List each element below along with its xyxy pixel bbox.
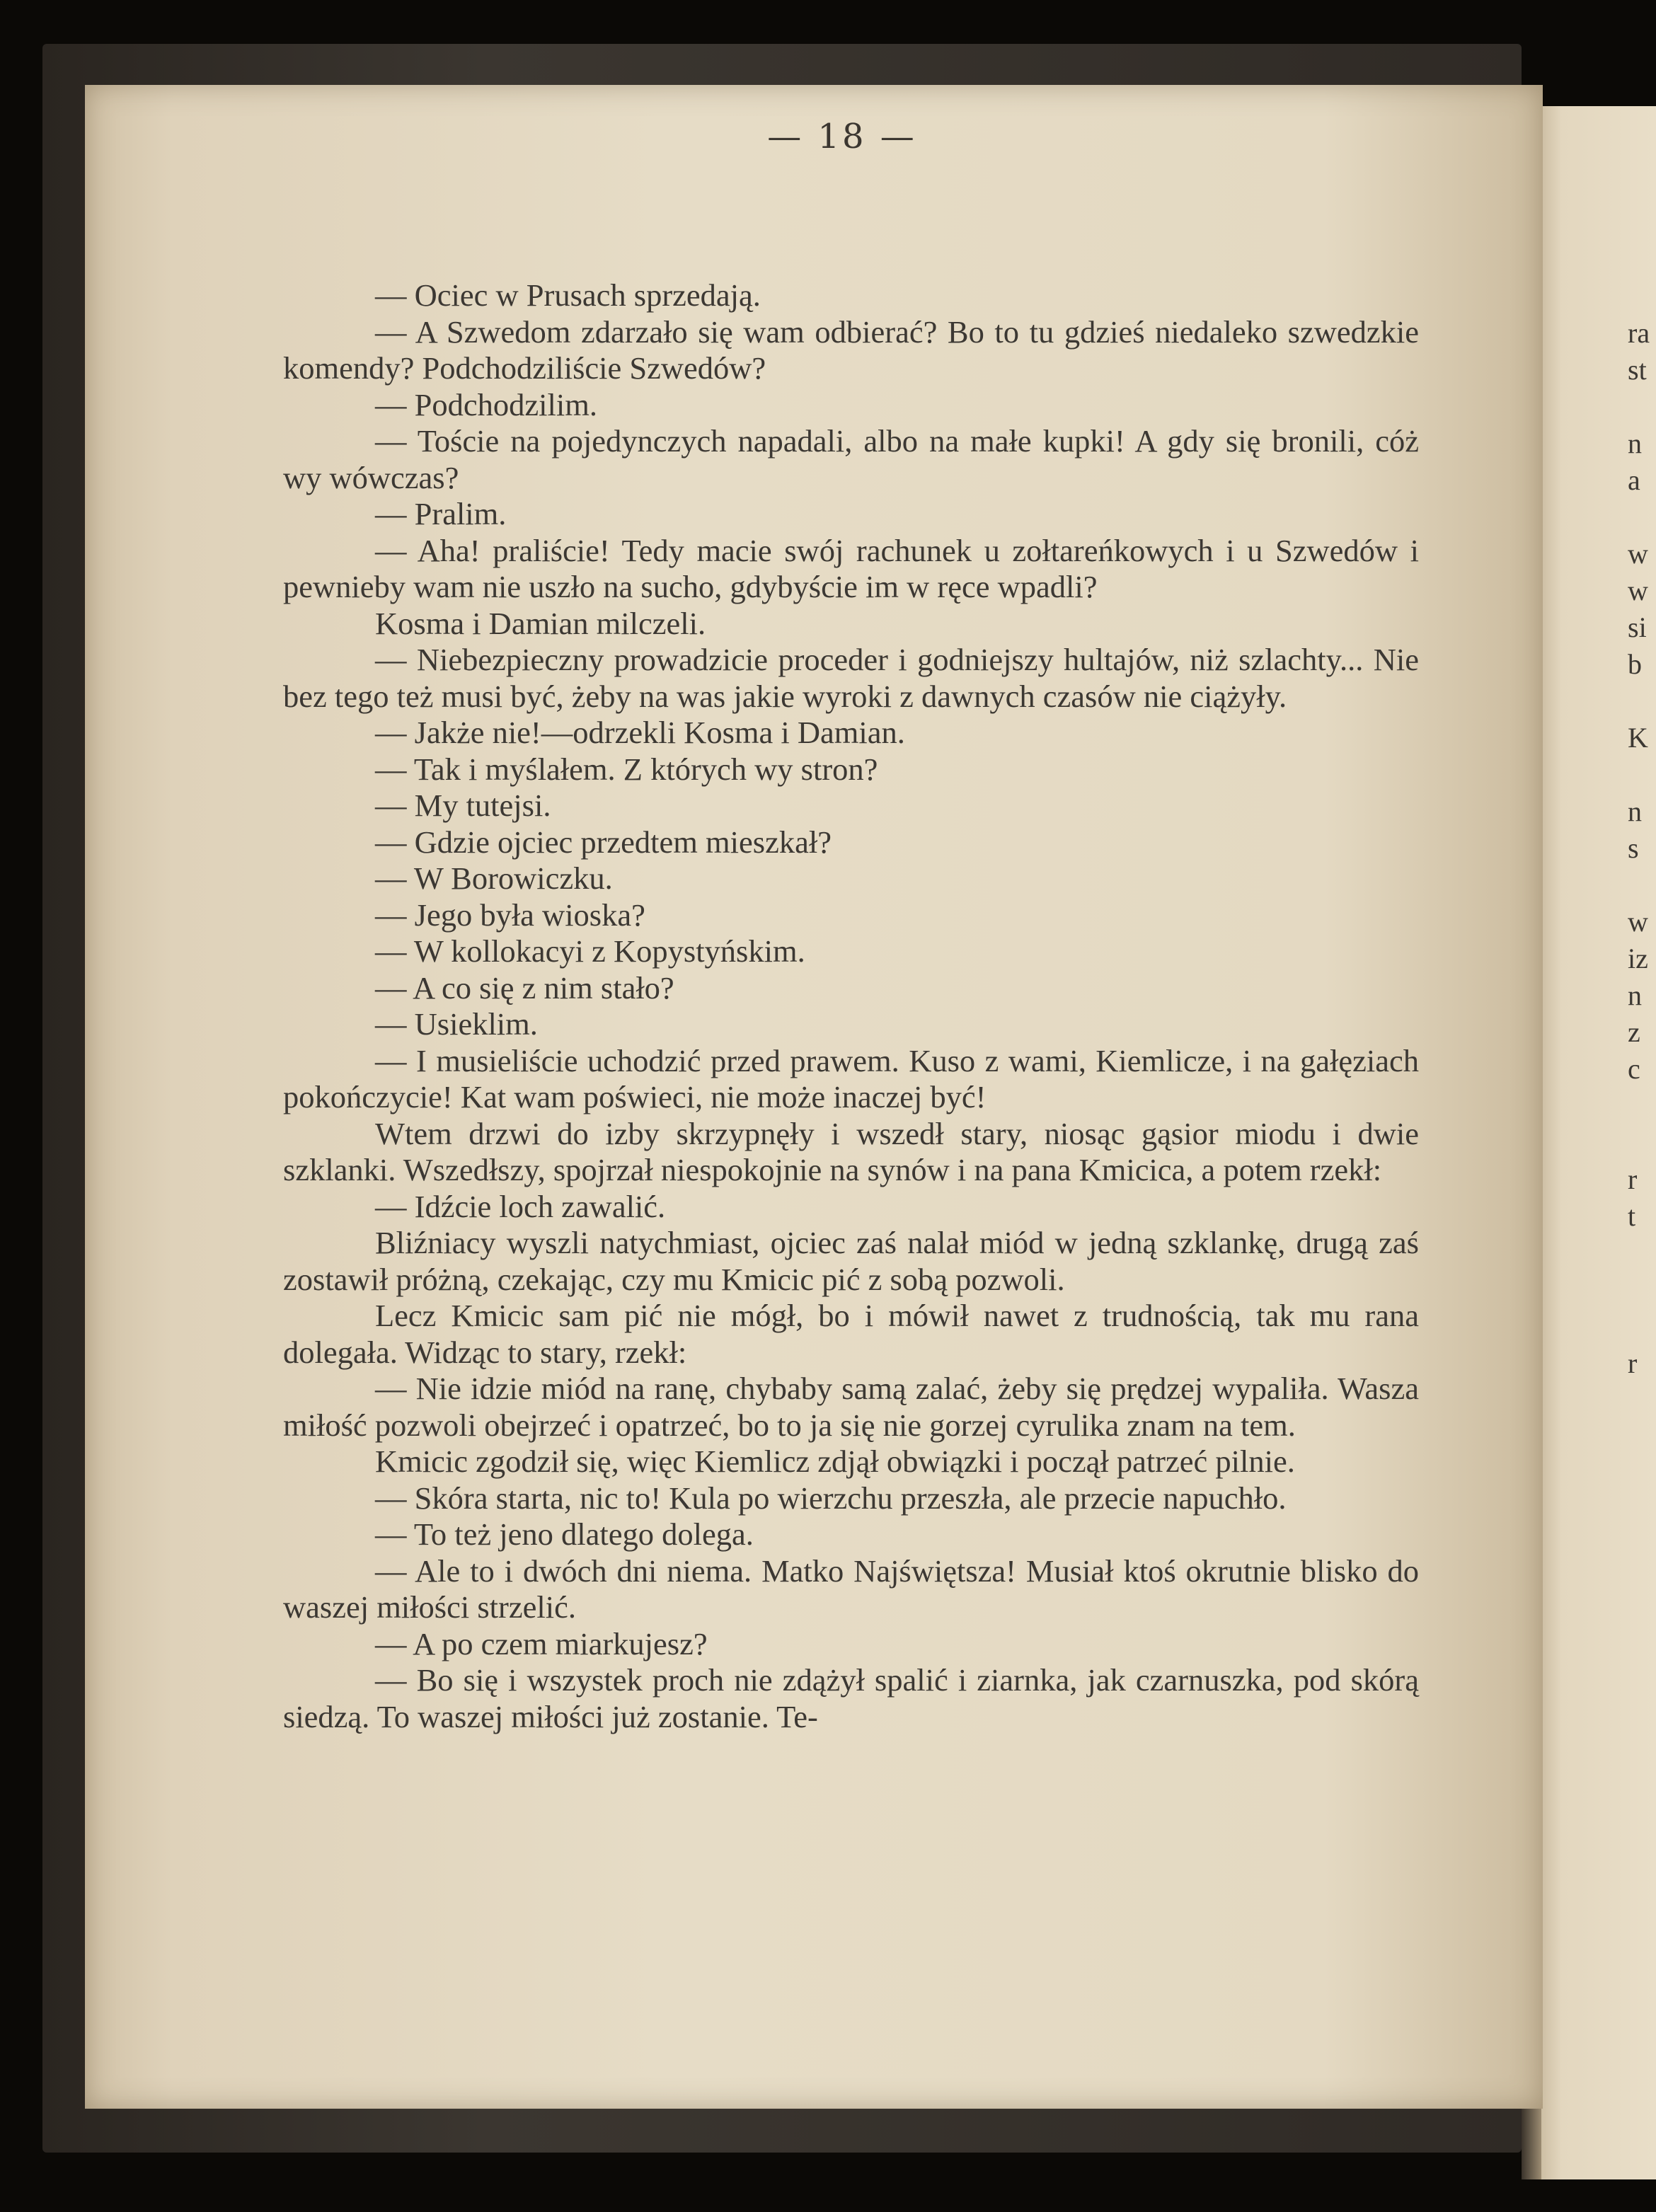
- paragraph: — Ociec w Prusach sprzedają.: [375, 277, 761, 313]
- paragraph: — Idźcie loch zawalić.: [375, 1188, 666, 1224]
- paragraph: — W kollokacyi z Kopystyńskim.: [375, 933, 805, 969]
- facing-page-fragment: [1628, 756, 1656, 793]
- facing-page-fragment: w: [1628, 575, 1648, 606]
- paragraph: — To też jeno dlatego dolega.: [375, 1516, 754, 1552]
- paragraph: — Gdzie ojciec przedtem mieszkał?: [375, 824, 832, 860]
- paragraph: Kosma i Damian milczeli.: [375, 605, 706, 641]
- facing-page-fragment: w: [1628, 538, 1648, 570]
- paragraph: — Bo się i wszystek proch nie zdążył spalić i ziarnka, jak czarnuszka, pod skórą siedzą. To waszej miłości już zostanie. Te-: [283, 1662, 1419, 1734]
- paragraph: — Pralim.: [375, 496, 507, 531]
- paragraph: Lecz Kmicic sam pić nie mógł, bo i mówił nawet z trudnością, tak mu rana dolegała. Widząc to stary, rzekł:: [283, 1298, 1419, 1370]
- paragraph: — Skóra starta, nic to! Kula po wierzchu przeszła, ale przecie napuchło.: [375, 1480, 1287, 1516]
- facing-page-fragment: [1628, 1124, 1656, 1161]
- facing-page-fragment: n: [1628, 795, 1642, 827]
- paragraph: — A co się z nim stało?: [375, 969, 674, 1006]
- paragraph: — A po czem miarkujesz?: [375, 1625, 708, 1661]
- paragraph: — Nie idzie miód na ranę, chybaby samą zalać, żeby się prędzej wypaliła. Wasza miłość pozwoli obejrzeć i opatrzeć, bo to ja się nie gorzej cyrulika znam na tem.: [283, 1371, 1419, 1443]
- facing-page-fragment: s: [1628, 832, 1639, 864]
- paragraph: — Podchodzilim.: [375, 386, 597, 422]
- paragraph: — W Borowiczku.: [375, 860, 613, 896]
- facing-page-fragment: [1628, 1272, 1656, 1308]
- paragraph: Bliźniacy wyszli natychmiast, ojciec zaś nalał miód w jedną szklankę, drugą zaś zostawił próżną, czekając, czy mu Kmicic pić z sobą pozwoli.: [283, 1225, 1419, 1297]
- paragraph: — Jakże nie!—odrzekli Kosma i Damian.: [375, 715, 905, 750]
- facing-page-fragment: t: [1628, 1200, 1636, 1232]
- paragraph: — A Szwedom zdarzało się wam odbierać? Bo to tu gdzieś niedaleko szwedzkie komendy? Podchodziliście Szwedów?: [283, 313, 1419, 386]
- facing-page-fragment: [1628, 1235, 1656, 1272]
- facing-page-fragment: r: [1628, 1163, 1638, 1195]
- facing-page-fragment: a: [1628, 464, 1640, 496]
- paragraph: Kmicic zgodził się, więc Kiemlicz zdjął obwiązki i począł patrzeć pilnie.: [375, 1444, 1295, 1479]
- facing-page-fragment: st: [1628, 354, 1647, 386]
- paragraph: — Usieklim.: [375, 1006, 538, 1042]
- facing-page-fragment: iz: [1628, 943, 1648, 974]
- facing-page-fragment: [1628, 499, 1656, 536]
- facing-page-fragment: r: [1628, 1347, 1638, 1379]
- facing-page-fragment: b: [1628, 648, 1642, 680]
- paragraph: — Ale to i dwóch dni niema. Matko Najświętsza! Musiał ktoś okrutnie blisko do waszej miłości strzelić.: [283, 1553, 1419, 1625]
- facing-page-fragment: [1628, 867, 1656, 904]
- facing-page-fragment: K: [1628, 722, 1648, 754]
- paragraph: — My tutejsi.: [375, 788, 551, 823]
- facing-page-fragment: [1628, 1308, 1656, 1345]
- page-number: — 18 —: [767, 117, 917, 156]
- page-text: [283, 277, 1419, 1735]
- facing-page-fragment: z: [1628, 1016, 1640, 1048]
- facing-page-fragment: n: [1628, 979, 1642, 1011]
- facing-page-fragment: c: [1628, 1053, 1640, 1085]
- facing-page-fragment: ra: [1628, 317, 1650, 349]
- paragraph: — Toście na pojedynczych napadali, albo na małe kupki! A gdy się bronili, cóż wy wówczas?: [283, 423, 1419, 495]
- paragraph: Wtem drzwi do izby skrzypnęły i wszedł stary, niosąc gąsior miodu i dwie szklanki. Wszedłszy, spojrzał niespokojnie na synów i na pana Kmicica, a potem rzekł:: [283, 1115, 1419, 1187]
- facing-page-fragment: si: [1628, 611, 1647, 643]
- facing-page-fragment: [1628, 683, 1656, 720]
- paragraph: — Aha! praliście! Tedy macie swój rachunek u zołtareńkowych i u Szwedów i pewnieby wam nie uszło na sucho, gdybyście im w ręce wpadli?: [283, 532, 1419, 604]
- facing-page-text: [1628, 315, 1656, 1382]
- paragraph: — Niebezpieczny prowadzicie proceder i godniejszy hultajów, niż szlachty... Nie bez tego też musi być, żeby na was jakie wyroki z dawnych czasów nie ciążyły.: [283, 642, 1419, 714]
- facing-page-fragment: [1628, 1088, 1656, 1124]
- paragraph: — I musieliście uchodzić przed prawem. Kuso z wami, Kiemlicze, i na gałęziach pokończycie! Kat wam poświeci, nie może inaczej być!: [283, 1042, 1419, 1114]
- facing-page-fragment: [1628, 388, 1656, 425]
- paragraph: — Jego była wioska?: [375, 897, 645, 933]
- facing-page-fragment: n: [1628, 427, 1642, 459]
- facing-page-fragment: w: [1628, 906, 1648, 938]
- paragraph: — Tak i myślałem. Z których wy stron?: [375, 751, 878, 787]
